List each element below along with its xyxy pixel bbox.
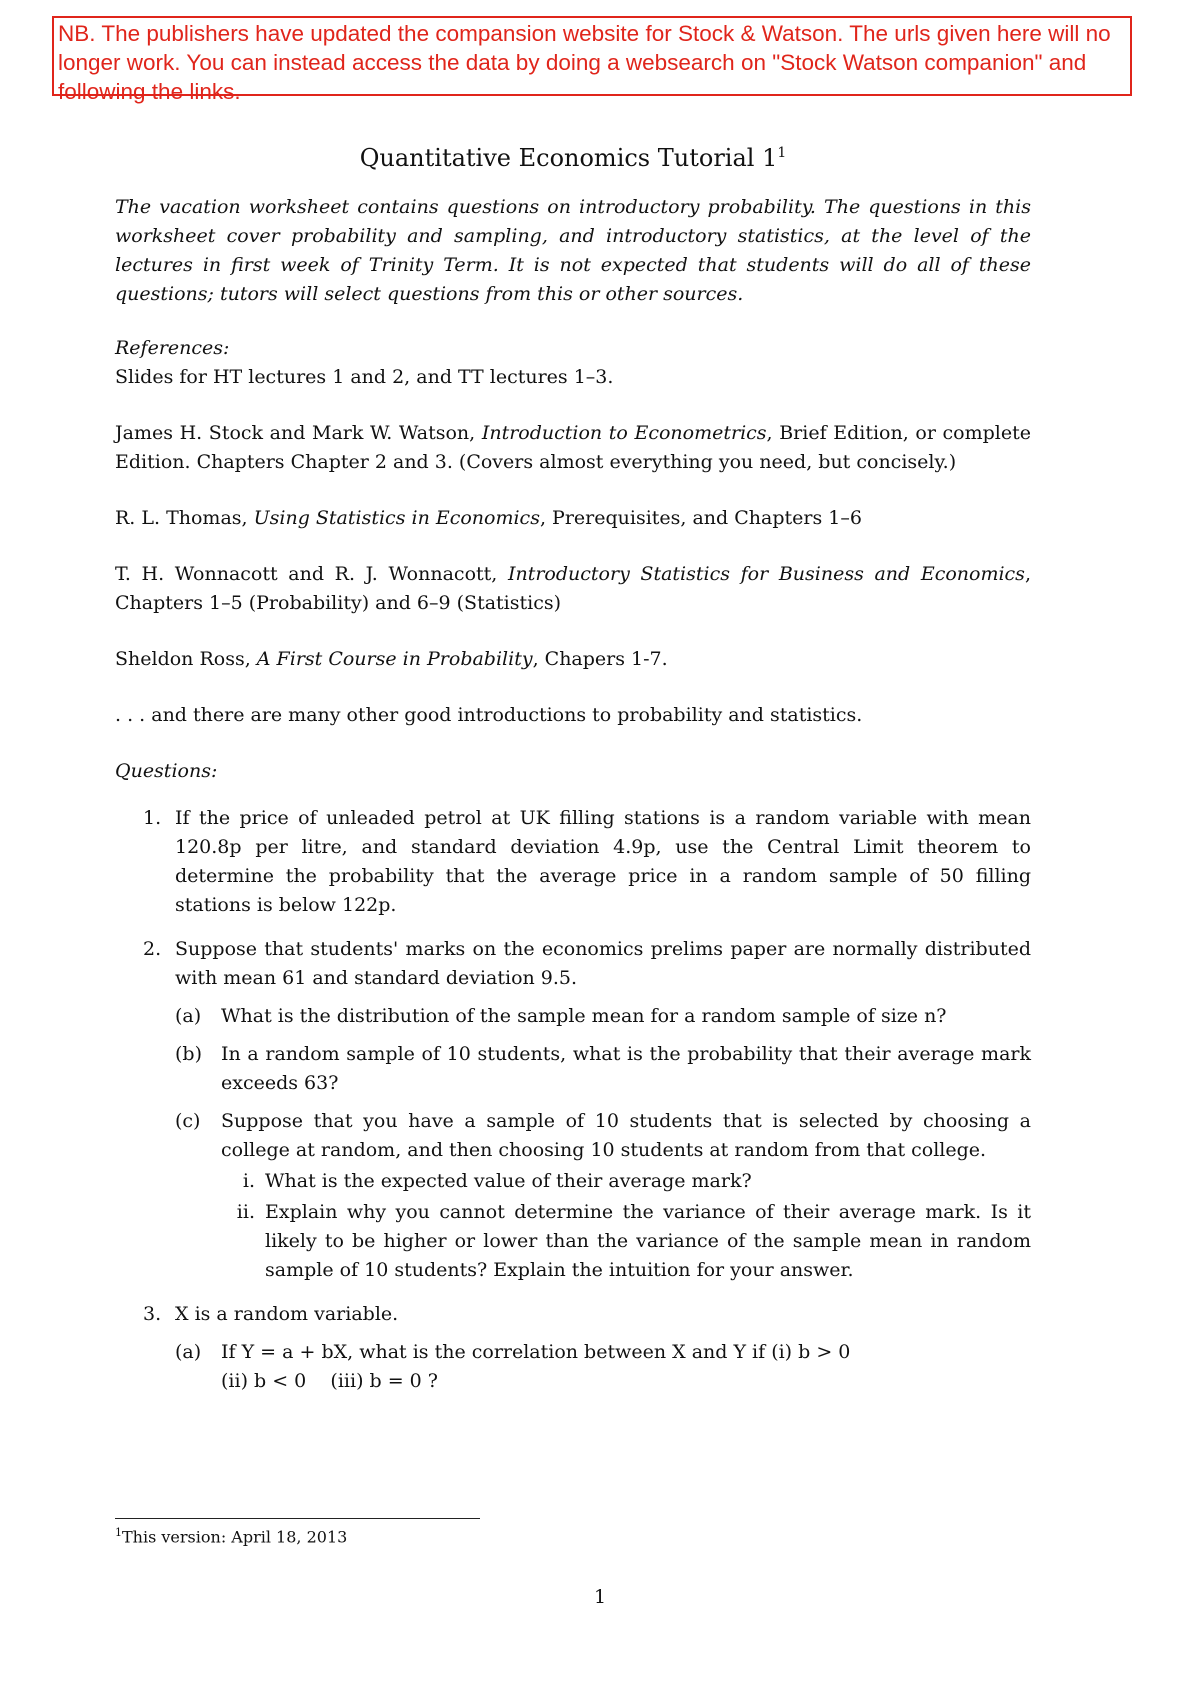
reference-ross — [115, 645, 1031, 674]
question-2c — [175, 1107, 1031, 1285]
ref-book-title: Using Statistics in Economics — [253, 507, 540, 529]
question-3 — [115, 1300, 1031, 1396]
ref-book-title: Introductory Statistics for Business and Economics — [507, 563, 1025, 585]
question-1 — [115, 804, 1031, 920]
ref-details: , Prerequisites, and Chapters 1–6 — [539, 507, 862, 529]
subquestion-text-line-2: (ii) b < 0 (iii) b = 0 ? — [221, 1370, 438, 1392]
question-2b — [175, 1040, 1031, 1098]
subquestion-text: In a random sample of 10 students, what is the probability that their average mark exceeds 63? — [221, 1043, 1031, 1094]
abstract: The vacation worksheet contains questions on introductory probability. The questions in this worksheet cover probability and sampling, and introductory statistics, at the level of the lectures in first week of Trinity Term. It is not expected that students will do all of these questions; tutors will select questions from this or other sources. — [115, 196, 1031, 305]
subquestion-text-line-1: If Y = a + bX, what is the correlation between X and Y if (i) b > 0 — [221, 1341, 851, 1363]
subsubquestion-label: ii. — [236, 1201, 255, 1223]
question-2 — [115, 935, 1031, 1285]
ref-details: , Brief Edition, or complete Edition. Chapters Chapter 2 and 3. (Covers almost everything you need, but concisely.) — [115, 422, 1031, 473]
question-3a — [175, 1338, 1031, 1396]
page-number: 1 — [593, 1586, 607, 1608]
ref-details: , Chapters 1–5 (Probability) and 6–9 (Statistics) — [115, 563, 1031, 614]
ref-authors: Sheldon Ross, — [115, 648, 251, 670]
subsubquestion-label: i. — [242, 1170, 255, 1192]
ref-authors: R. L. Thomas, — [115, 507, 248, 529]
question-2a — [175, 1002, 1031, 1031]
reference-more: . . . and there are many other good introductions to probability and statistics. — [115, 704, 863, 726]
question-number: 1. — [143, 807, 162, 829]
subquestion-label: (b) — [175, 1043, 202, 1065]
subsubquestion-text: Explain why you cannot determine the variance of their average mark. Is it likely to be higher or lower than the variance of the sample mean in random sample of 10 students? Explain the intuition for your answer. — [265, 1201, 1031, 1281]
reference-thomas — [115, 504, 1031, 533]
question-text: X is a random variable. — [175, 1303, 399, 1325]
ref-authors: James H. Stock and Mark W. Watson, — [115, 422, 476, 444]
footnote-rule — [115, 1518, 480, 1519]
title-text: Quantitative Economics Tutorial 1 — [359, 144, 778, 172]
title-footnote-mark: 1 — [777, 145, 787, 161]
references-heading: References: — [115, 337, 230, 359]
page-title — [115, 138, 1031, 173]
reference-stock-watson — [115, 419, 1031, 477]
publisher-notice-text: NB. The publishers have updated the compansion website for Stock & Watson. The urls given here will no longer work. You can instead access the data by doing a websearch on "Stock Watson companion" and following the links. — [58, 21, 1111, 104]
question-text: Suppose that students' marks on the economics prelims paper are normally distributed with mean 61 and standard deviation 9.5. — [175, 938, 1031, 989]
subquestion-text: What is the distribution of the sample mean for a random sample of size n? — [221, 1005, 947, 1027]
footnote-text: This version: April 18, 2013 — [122, 1527, 348, 1547]
footnote-mark: 1 — [115, 1526, 122, 1539]
question-number: 2. — [143, 938, 162, 960]
subquestion-text: Suppose that you have a sample of 10 students that is selected by choosing a college at random, and then choosing 10 students at random from that college. — [221, 1110, 1031, 1161]
questions-heading: Questions: — [115, 760, 218, 782]
footnote — [115, 1522, 347, 1548]
subquestion-label: (a) — [175, 1005, 202, 1027]
ref-book-title: A First Course in Probability — [256, 648, 533, 670]
question-list — [115, 804, 1031, 1396]
reference-wonnacott — [115, 560, 1031, 618]
subquestion-label: (a) — [175, 1341, 202, 1363]
ref-authors: T. H. Wonnacott and R. J. Wonnacott, — [115, 563, 498, 585]
reference-slides: Slides for HT lectures 1 and 2, and TT lectures 1–3. — [115, 366, 614, 388]
ref-book-title: Introduction to Econometrics — [481, 422, 767, 444]
ref-details: , Chapers 1-7. — [532, 648, 668, 670]
question-number: 3. — [143, 1303, 162, 1325]
subquestion-label: (c) — [175, 1110, 201, 1132]
page-body — [115, 138, 1031, 1411]
question-2c-i — [221, 1167, 1031, 1196]
publisher-notice-box — [52, 16, 1132, 104]
question-text: If the price of unleaded petrol at UK filling stations is a random variable with mean 120.8p per litre, and standard deviation 4.9p, use the Central Limit theorem to determine the probability that the average price in a random sample of 50 filling stations is below 122p. — [175, 807, 1031, 916]
subsubquestion-text: What is the expected value of their average mark? — [265, 1170, 752, 1192]
question-2c-ii — [221, 1198, 1031, 1285]
